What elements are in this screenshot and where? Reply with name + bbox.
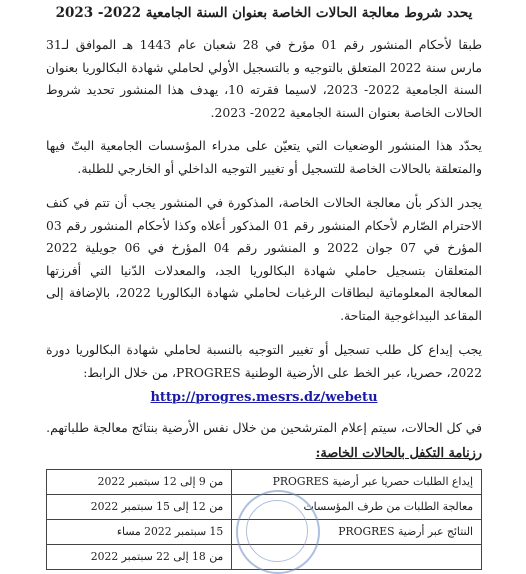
- schedule-step-date: من 9 إلى 12 سبتمبر 2022: [47, 469, 232, 494]
- schedule-step-label: معالجة الطلبات من طرف المؤسسات: [232, 494, 482, 519]
- table-row: [47, 469, 482, 494]
- schedule-step-label: النتائج عبر أرضية PROGRES: [232, 519, 482, 544]
- official-stamp-inner-ring: [246, 500, 308, 562]
- schedule-step-date: من 18 إلى 22 سبتمبر 2022: [47, 544, 232, 569]
- paragraph-conditions: يجدر الذكر بأن معالجة الحالات الخاصة، المذكورة في المنشور يجب أن تتم في كنف الاحترام الصّارم لأحكام المنشور رقم 01 المذكور أعلاه وكذا لأحكام المنشور رقم 03 المؤرخ في 07 جوان 2022 و المنشور رقم 04 المؤرخ في 06 جويلية 2022 المتعلقان بتسجيل حاملي شهادة البكالوريا الجد، والمعدلات الدّنيا التي أفرزتها المعالجة المعلوماتية لبطاقات الرغبات لحاملي شهادة البكالوريا 2022، بالإضافة إلى المقاعد البيداغوجية المتاحة.: [46, 195, 482, 323]
- document-title: يحدد شروط معالجة الحالات الخاصة بعنوان السنة الجامعية 2022- 2023: [55, 5, 473, 21]
- paragraph-scope: يحدّد هذا المنشور الوضعيات التي يتعيّن على مدراء المؤسسات الجامعية البتّ فيها والمتعلقة بالحالات الخاصة للتسجيل أو تغيير التوجيه الداخلي أو الخارجي للطلبة.: [46, 138, 482, 176]
- schedule-heading: رزنامة التكفل بالحالات الخاصة:: [315, 445, 482, 461]
- official-stamp: [236, 490, 320, 574]
- schedule-step-date: 15 سبتمبر 2022 مساء: [47, 519, 232, 544]
- progres-link[interactable]: http://progres.mesrs.dz/webetu: [150, 390, 378, 405]
- schedule-step-date: من 12 إلى 15 سبتمبر 2022: [47, 494, 232, 519]
- paragraph-submission: يجب إيداع كل طلب تسجيل أو تغيير التوجيه بالنسبة لحاملي شهادة البكالوريا دورة 2022، حصريا، عبر الخط على الأرضية الوطنية PROGRES، من خلال الرابط:: [46, 342, 482, 380]
- schedule-step-label: إيداع الطلبات حصريا عبر أرضية PROGRES: [232, 469, 482, 494]
- paragraph-results-notice: في كل الحالات، سيتم إعلام المترشحين من خلال نفس الأرضية بنتائج معالجة طلباتهم.: [46, 420, 482, 435]
- paragraph-legal-basis: طبقا لأحكام المنشور رقم 01 مؤرخ في 28 شعبان عام 1443 هـ الموافق لـ31 مارس سنة 2022 المتعلق بالتوجيه و بالتسجيل الأولي لحاملي شهادة البكالوريا بعنوان السنة الجامعية 2022- 2023، لاسيما فقرته 10، يهدف هذا المنشور تحديد شروط الحالات الخاصة بعنوان السنة الجامعية 2022- 2023.: [46, 37, 482, 120]
